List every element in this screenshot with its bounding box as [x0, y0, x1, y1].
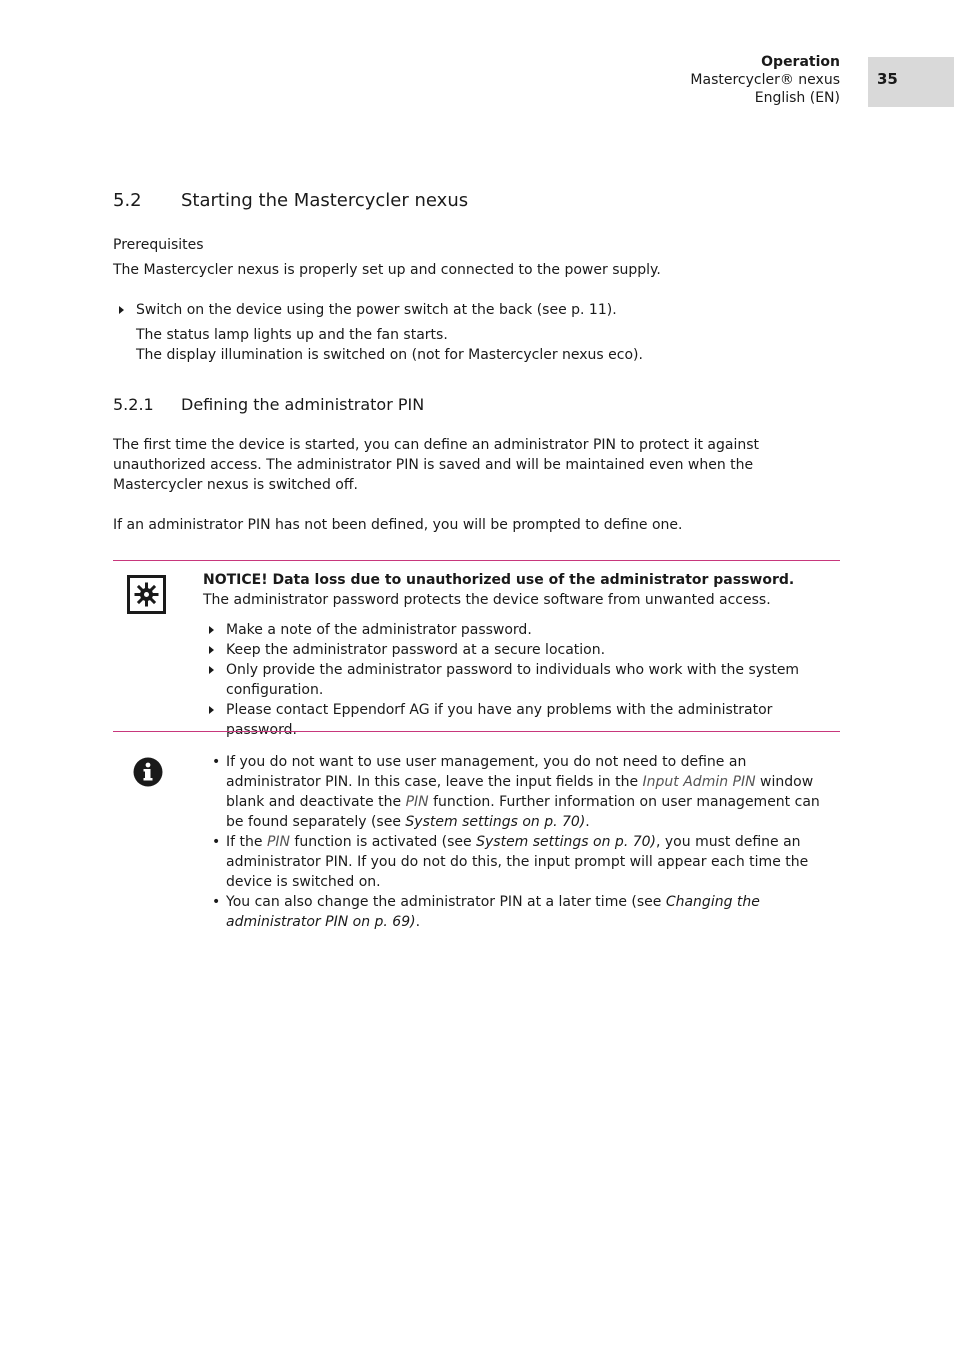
subsection-number: 5.2.1: [113, 395, 154, 414]
subsection-title: Defining the administrator PIN: [181, 395, 425, 414]
notice-top-rule: [113, 560, 840, 561]
header-section: Operation: [761, 54, 840, 70]
header-product: Mastercycler® nexus: [690, 72, 840, 88]
page-number-tab: [868, 57, 954, 107]
notice-arrow-icon: [209, 666, 214, 674]
info-item-2-text-b: function is activated (see: [289, 834, 477, 850]
notice-item-3: Only provide the administrator password to individuals who work with the system configuration.: [226, 662, 800, 698]
prereq-text: The Mastercycler nexus is properly set up and connected to the power supply.: [113, 262, 661, 278]
term-pin: PIN: [266, 834, 290, 850]
info-item-1-text-b: window blank and deactivate the: [226, 774, 814, 810]
info-item-2-text-a: If the: [226, 834, 267, 850]
section-title: Starting the Mastercycler nexus: [181, 190, 469, 211]
info-item-1-text-a: If you do not want to use user management, you do not need to define an administrator PIN. In this case, leave the input fields in the: [226, 754, 747, 790]
notice-arrow-icon: [209, 646, 214, 654]
info-item-2-text-c: , you must define an administrator PIN. If you do not do this, the input prompt will appear each time the device is switched on.: [226, 834, 809, 890]
info-bullet-2: •: [212, 834, 221, 850]
notice-item-4: Please contact Eppendorf AG if you have any problems with the administrator password.: [226, 702, 773, 738]
step-arrow-icon: [119, 306, 124, 314]
ref-changing-admin-pin[interactable]: Changing the administrator PIN on p. 69): [226, 894, 760, 930]
section-heading: [113, 190, 468, 211]
info-bullet-1: •: [212, 754, 221, 770]
ref-system-settings[interactable]: System settings on p. 70): [405, 814, 586, 830]
notice-title: NOTICE! Data loss due to unauthorized use of the administrator password.: [203, 572, 795, 588]
info-bullet-3: •: [212, 894, 221, 910]
paragraph-1: The first time the device is started, you can define an administrator PIN to protect it against unauthorized access. The administrator PIN is saved and will be maintained even when the Mastercycler nexus is switched off.: [113, 437, 760, 493]
notice-body: The administrator password protects the device software from unwanted access.: [203, 592, 771, 608]
notice-bottom-rule: [113, 731, 840, 732]
term-pin: PIN: [405, 794, 429, 810]
step-text: Switch on the device using the power switch at the back (see p. 11).: [136, 302, 617, 318]
paragraph-2: If an administrator PIN has not been defined, you will be prompted to define one.: [113, 517, 683, 533]
notice-item-2: Keep the administrator password at a secure location.: [226, 642, 606, 658]
section-number: 5.2: [113, 190, 142, 211]
info-icon: [133, 757, 163, 787]
notice-gear-icon: [127, 575, 166, 614]
prereq-label: Prerequisites: [113, 237, 204, 253]
info-item-1-text-c: function. Further information on user management can be found separately (see: [226, 794, 820, 830]
notice-item-1: Make a note of the administrator password.: [226, 622, 532, 638]
info-item-2: [226, 832, 841, 892]
result-text-1: The status lamp lights up and the fan starts.: [136, 327, 448, 343]
ref-system-settings[interactable]: System settings on p. 70): [476, 834, 656, 850]
info-item-1: [226, 752, 841, 832]
info-item-3: [226, 892, 841, 932]
term-input-admin-pin: Input Admin PIN: [642, 774, 756, 790]
info-item-3-text-b: .: [415, 914, 421, 930]
info-item-1-text-d: .: [585, 814, 590, 830]
page-number: 35: [877, 70, 898, 88]
subsection-heading: [113, 395, 424, 414]
notice-arrow-icon: [209, 626, 214, 634]
info-item-3-text-a: You can also change the administrator PIN at a later time (see: [226, 894, 666, 910]
running-header: [690, 53, 840, 107]
notice-arrow-icon: [209, 706, 214, 714]
header-language: English (EN): [754, 90, 840, 106]
result-text-2: The display illumination is switched on (not for Mastercycler nexus eco).: [136, 347, 643, 363]
